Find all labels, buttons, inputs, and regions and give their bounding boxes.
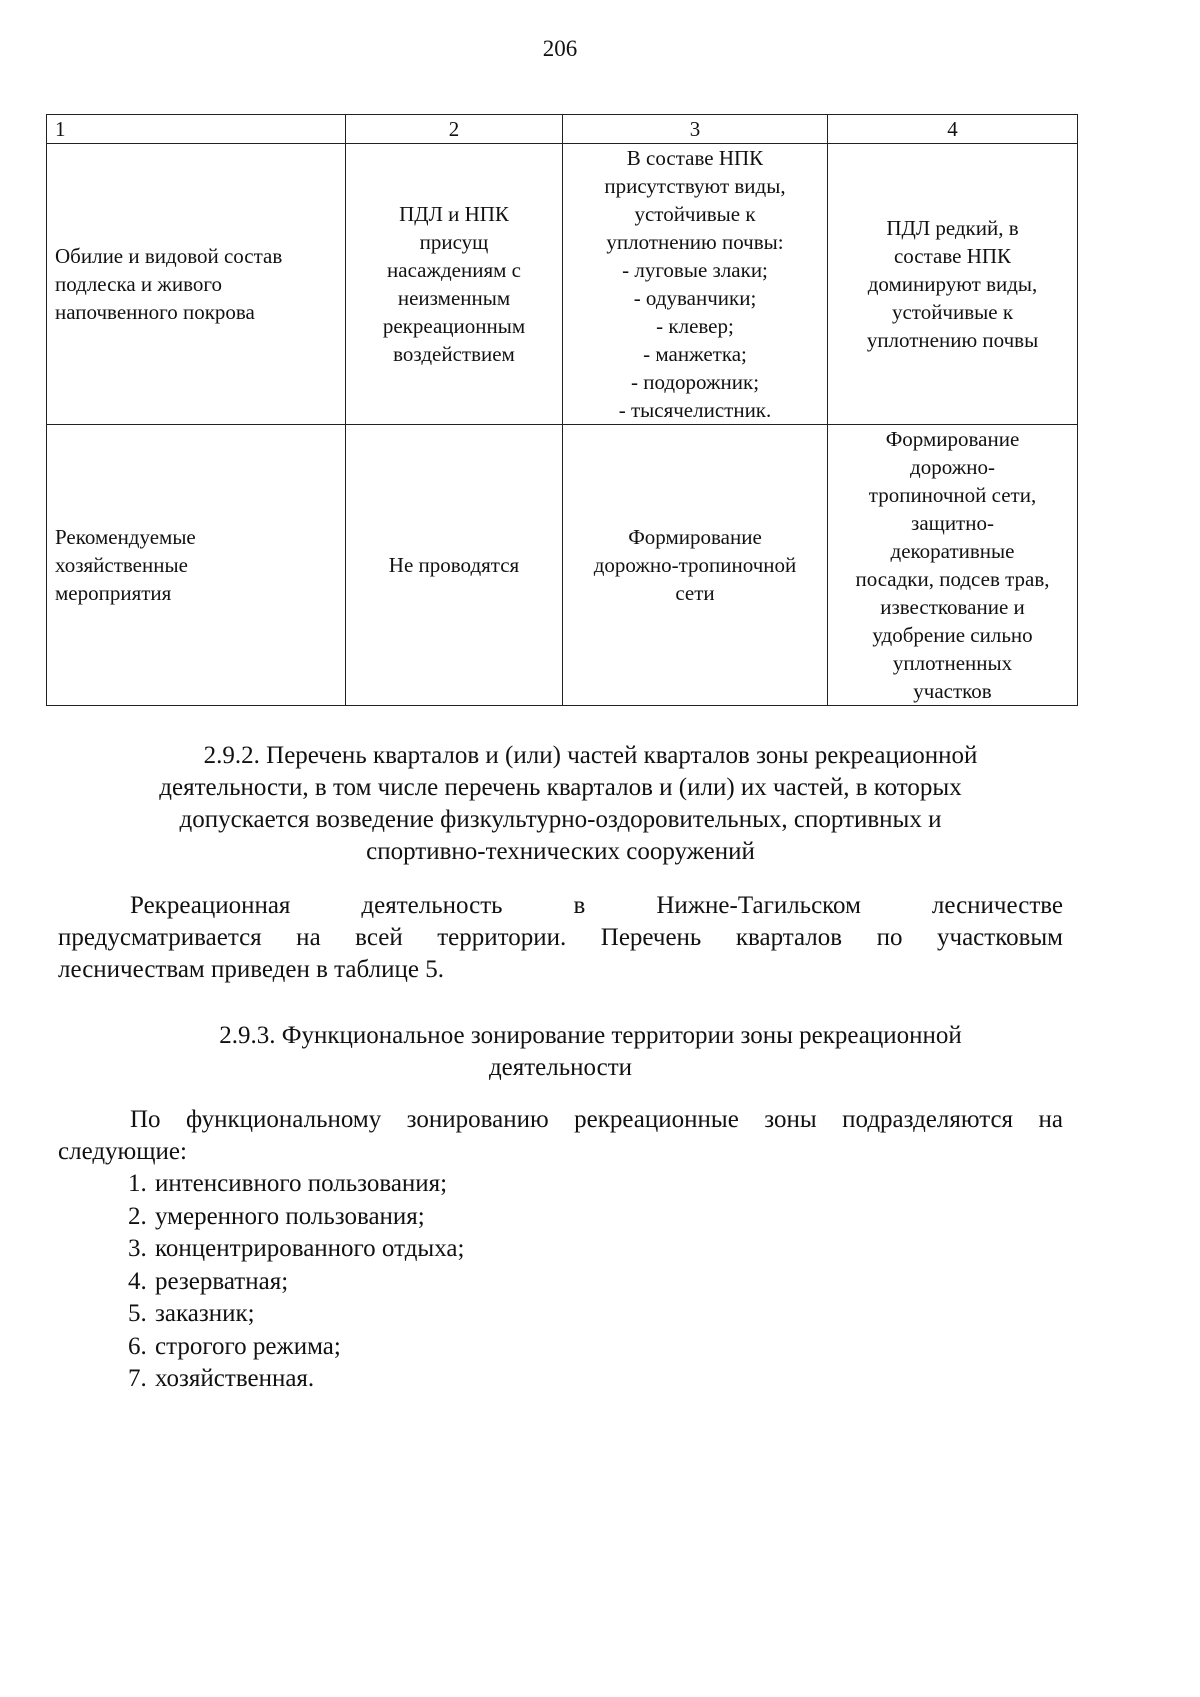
cell-line: присутствуют виды, (604, 174, 786, 198)
table-header-cell: 2 (346, 115, 563, 144)
cell-line: дорожно- (910, 455, 995, 479)
paragraph-line: По функциональному зонированию рекреационные зоны подразделяются на (130, 1106, 1063, 1133)
table-cell (47, 144, 346, 425)
cell-line: напочвенного покрова (55, 300, 255, 324)
list-item (128, 1363, 464, 1396)
table-cell (346, 144, 563, 425)
list-number: 3. (128, 1235, 147, 1262)
heading-line: спортивно-технических сооружений (366, 838, 755, 865)
cell-line: дорожно-тропиночной (593, 553, 797, 577)
heading-line: допускается возведение физкультурно-оздоровительных, спортивных и (179, 806, 942, 833)
paragraph-line: следующие: (58, 1138, 187, 1165)
list-text: концентрированного отдыха; (155, 1235, 465, 1262)
cell-line: Формирование (628, 525, 762, 549)
table-cell (828, 144, 1078, 425)
paragraph-line: Рекреационная деятельность в Нижне-Тагильском лесничестве (130, 892, 1063, 919)
cell-line: декоративные (890, 539, 1015, 563)
list-text: хозяйственная. (155, 1365, 315, 1392)
page-number: 206 (542, 36, 578, 61)
cell-line: удобрение сильно (872, 623, 1033, 647)
cell-line: - манжетка; (643, 342, 747, 366)
cell-line: мероприятия (55, 581, 172, 605)
cell-line: сети (675, 581, 715, 605)
table-row (47, 425, 1078, 706)
cell-line: составе НПК (893, 244, 1012, 268)
cell-line: - подорожник; (630, 370, 760, 394)
list-text: умеренного пользования; (155, 1202, 425, 1230)
list-number: 2. (128, 1202, 147, 1230)
recreation-table (46, 114, 1078, 706)
list-text: заказник; (155, 1300, 255, 1327)
cell-line: устойчивые к (891, 300, 1014, 324)
list-item (128, 1266, 464, 1299)
cell-line: хозяйственные (55, 553, 188, 577)
cell-line: уплотнению почвы: (606, 230, 784, 254)
cell-line: рекреационным (382, 314, 526, 338)
cell-line: Формирование (885, 427, 1020, 451)
cell-line: ПДЛ и НПК (399, 202, 509, 226)
table-cell (563, 144, 828, 425)
cell-line: воздействием (393, 342, 515, 366)
list-number: 5. (128, 1300, 147, 1327)
heading-line: деятельности (488, 1054, 633, 1081)
cell-line: неизменным (397, 286, 511, 310)
list-text: интенсивного пользования; (155, 1170, 448, 1197)
list-item (128, 1233, 464, 1266)
cell-line: устойчивые к (634, 202, 756, 226)
list-number: 6. (128, 1332, 147, 1360)
cell-line: - клевер; (656, 314, 734, 338)
cell-line: - тысячелистник. (618, 398, 772, 422)
cell-line: Не проводятся (388, 553, 520, 577)
section-292-heading (58, 740, 1063, 868)
cell-line: подлеска и живого (55, 272, 223, 296)
cell-line: участков (913, 679, 992, 703)
list-item (128, 1331, 464, 1364)
heading-line: деятельности, в том числе перечень кварталов и (или) их частей, в которых (159, 774, 962, 801)
list-number: 1. (128, 1170, 147, 1197)
list-number: 4. (128, 1267, 147, 1295)
cell-line: - луговые злаки; (622, 258, 768, 282)
paragraph-line: предусматривается на всей территории. Перечень кварталов по участковым (58, 924, 1063, 951)
cell-line: известкование и (880, 595, 1025, 619)
cell-line: Рекомендуемые (55, 525, 196, 549)
table-cell (346, 425, 563, 706)
list-text: резерватная; (155, 1267, 289, 1295)
cell-line: уплотнению почвы (866, 328, 1039, 352)
section-293-paragraph (58, 1104, 1063, 1168)
table-header-cell: 4 (828, 115, 1078, 144)
table-cell (47, 425, 346, 706)
cell-line: присущ (419, 230, 489, 254)
table-cell (828, 425, 1078, 706)
cell-line: ПДЛ редкий, в (886, 216, 1019, 240)
table-header-cell: 1 (47, 115, 346, 144)
cell-line: защитно- (911, 511, 994, 535)
list-item (128, 1298, 464, 1331)
zone-list (128, 1168, 464, 1396)
table-row (47, 144, 1078, 425)
list-item (128, 1168, 464, 1201)
cell-line: В составе НПК (626, 146, 764, 170)
cell-line: - одуванчики; (633, 286, 757, 310)
list-item (128, 1201, 464, 1234)
table-header-row (47, 115, 1078, 144)
cell-line: уплотненных (892, 651, 1013, 675)
heading-line: 2.9.2. Перечень кварталов и (или) частей кварталов зоны рекреационной (203, 742, 978, 769)
cell-line: насаждениям с (387, 258, 521, 282)
list-number: 7. (128, 1365, 147, 1392)
cell-line: посадки, подсев трав, (855, 567, 1050, 591)
cell-line: тропиночной сети, (868, 483, 1037, 507)
list-text: строгого режима; (155, 1332, 341, 1360)
cell-line: доминируют виды, (867, 272, 1038, 296)
section-293-heading (58, 1020, 1063, 1084)
section-292-paragraph (58, 890, 1063, 986)
table-cell (563, 425, 828, 706)
cell-line: Обилие и видовой состав (55, 244, 283, 268)
table-header-cell: 3 (563, 115, 828, 144)
heading-line: 2.9.3. Функциональное зонирование территории зоны рекреационной (219, 1022, 962, 1049)
paragraph-line: лесничествам приведен в таблице 5. (58, 956, 444, 983)
